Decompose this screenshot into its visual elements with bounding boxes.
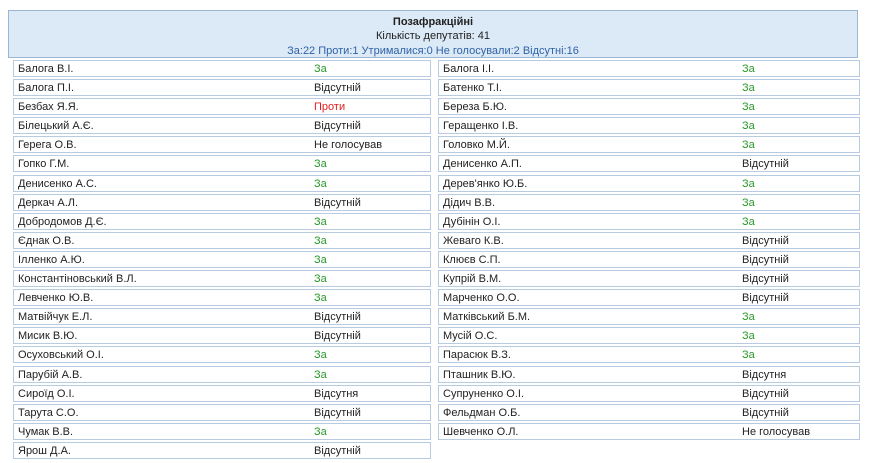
deputy-row (438, 385, 860, 402)
deputy-name: Балога І.І. (443, 63, 495, 75)
deputy-vote: За (314, 177, 327, 190)
deputy-row (13, 270, 431, 287)
deputy-row (13, 175, 431, 192)
deputy-row (13, 404, 431, 421)
deputy-name: Головко М.Й. (443, 139, 510, 152)
deputy-name: Білецький А.Є. (18, 120, 94, 133)
deputy-vote: Відсутній (742, 387, 789, 400)
deputy-name: Сироїд О.І. (18, 387, 75, 400)
deputy-name: Ярош Д.А. (18, 444, 71, 457)
deputy-row (438, 213, 860, 230)
deputy-name: Матківський Б.М. (443, 311, 531, 324)
deputy-vote: Відсутній (314, 120, 361, 133)
deputy-name: Гопко Г.М. (18, 158, 70, 171)
deputy-vote: Відсутній (742, 292, 789, 305)
deputy-name: Герега О.В. (18, 139, 77, 152)
deputy-name: Геращенко І.В. (443, 120, 519, 133)
deputy-row (438, 404, 860, 421)
deputy-vote: За (742, 139, 755, 152)
vote-summary: За:22 Проти:1 Утрималися:0 Не голосували:2 Відсутні:16 (287, 45, 579, 57)
deputy-row (438, 308, 860, 325)
deputy-vote: За (742, 196, 755, 209)
deputy-row (438, 175, 860, 192)
deputies-column-left (13, 60, 431, 461)
deputy-row (438, 346, 860, 363)
deputy-row (13, 136, 431, 153)
deputy-vote: За (314, 63, 327, 75)
deputy-row (438, 155, 860, 172)
deputy-row (438, 270, 860, 287)
deputy-row (438, 366, 860, 383)
deputy-name: Денисенко А.С. (18, 177, 97, 190)
deputy-vote: За (314, 234, 327, 247)
deputy-row (438, 194, 860, 211)
deputy-name: Осуховський О.І. (18, 349, 104, 362)
deputy-vote: За (314, 273, 327, 286)
deputy-vote: Відсутній (742, 406, 789, 419)
deputy-name: Левченко Ю.В. (18, 292, 94, 305)
deputy-vote: За (314, 158, 327, 171)
deputy-name: Безбах Я.Я. (18, 101, 79, 114)
deputy-vote: За (742, 215, 755, 228)
deputy-vote: Відсутній (314, 311, 361, 324)
deputy-row (438, 232, 860, 249)
deputy-name: Деркач А.Л. (18, 196, 79, 209)
deputy-row (13, 60, 431, 77)
deputy-row (438, 289, 860, 306)
deputy-row (13, 98, 431, 115)
deputy-row (13, 327, 431, 344)
deputies-column-right (438, 60, 860, 442)
deputies-count: Кількість депутатів: 41 (375, 30, 491, 42)
deputy-vote: Відсутній (742, 158, 789, 171)
deputy-vote: За (742, 349, 755, 362)
deputy-row (13, 251, 431, 268)
deputy-row (13, 194, 431, 211)
deputy-name: Балога В.І. (18, 63, 74, 75)
deputy-name: Добродомов Д.Є. (18, 215, 107, 228)
deputy-row (438, 79, 860, 96)
deputy-vote: За (742, 311, 755, 324)
deputy-name: Дубінін О.І. (443, 215, 501, 228)
deputy-name: Мусій О.С. (443, 330, 498, 343)
deputy-vote: За (314, 368, 327, 381)
deputy-row (13, 79, 431, 96)
deputy-vote: Не голосував (742, 425, 811, 438)
deputy-vote: За (742, 101, 755, 114)
deputy-vote: За (742, 82, 755, 95)
deputy-row (13, 117, 431, 134)
deputy-name: Парасюк В.З. (443, 349, 511, 362)
deputy-row (438, 251, 860, 268)
deputy-vote: Не голосував (314, 139, 383, 152)
deputy-vote: Відсутній (742, 273, 789, 286)
deputy-row (438, 60, 860, 77)
deputy-row (438, 98, 860, 115)
deputy-name: Дідич В.В. (443, 196, 496, 209)
faction-header (8, 10, 858, 58)
deputy-vote: За (742, 330, 755, 343)
deputy-vote: Відсутня (314, 387, 359, 400)
deputy-name: Купрій В.М. (443, 273, 502, 286)
deputy-name: Дерев'янко Ю.Б. (443, 177, 528, 190)
deputy-row (13, 289, 431, 306)
deputy-vote: За (314, 292, 327, 305)
deputy-name: Батенко Т.І. (443, 82, 502, 95)
deputy-name: Марченко О.О. (443, 292, 520, 305)
deputy-row (438, 117, 860, 134)
deputy-vote: Відсутній (314, 196, 361, 209)
deputy-name: Єднак О.В. (18, 234, 75, 247)
deputy-row (13, 308, 431, 325)
deputy-row (13, 366, 431, 383)
deputy-name: Денисенко А.П. (443, 158, 522, 171)
deputy-vote: Відсутній (314, 444, 361, 457)
deputy-row (13, 423, 431, 440)
deputy-row (438, 327, 860, 344)
deputy-vote: За (742, 120, 755, 133)
deputy-vote: Відсутній (742, 253, 789, 266)
deputy-name: Фельдман О.Б. (443, 406, 521, 419)
deputy-vote: За (314, 349, 327, 362)
deputy-vote: За (742, 63, 755, 75)
deputy-row (438, 423, 860, 440)
deputy-vote: Відсутній (314, 82, 361, 95)
deputy-name: Тарута С.О. (18, 406, 79, 419)
deputy-row (13, 213, 431, 230)
deputy-name: Береза Б.Ю. (443, 101, 507, 114)
deputy-vote: Відсутній (314, 330, 361, 343)
deputy-name: Константіновський В.Л. (18, 273, 137, 286)
faction-title: Позафракційні (392, 16, 474, 28)
deputy-name: Матвійчук Е.Л. (18, 311, 93, 324)
deputy-vote: За (314, 253, 327, 266)
deputy-name: Клюєв С.П. (443, 253, 501, 266)
deputy-row (13, 385, 431, 402)
deputy-name: Пташник В.Ю. (443, 368, 516, 381)
deputy-row (438, 136, 860, 153)
deputy-vote: Відсутній (314, 406, 361, 419)
deputy-vote: Відсутня (742, 368, 787, 381)
deputy-name: Парубій А.В. (18, 368, 83, 381)
deputy-name: Чумак В.В. (18, 425, 74, 438)
deputy-name: Балога П.І. (18, 82, 75, 95)
deputy-vote: Проти (314, 101, 346, 114)
deputy-vote: Відсутній (742, 234, 789, 247)
deputy-row (13, 232, 431, 249)
deputy-name: Жеваго К.В. (443, 234, 504, 247)
deputy-name: Ілленко А.Ю. (18, 253, 85, 266)
deputy-row (13, 442, 431, 459)
deputy-vote: За (314, 425, 327, 438)
deputy-row (13, 346, 431, 363)
deputy-vote: За (314, 215, 327, 228)
deputy-name: Шевченко О.Л. (443, 425, 519, 438)
deputy-name: Мисик В.Ю. (18, 330, 78, 343)
deputy-vote: За (742, 177, 755, 190)
deputy-name: Супруненко О.І. (443, 387, 524, 400)
deputy-row (13, 155, 431, 172)
